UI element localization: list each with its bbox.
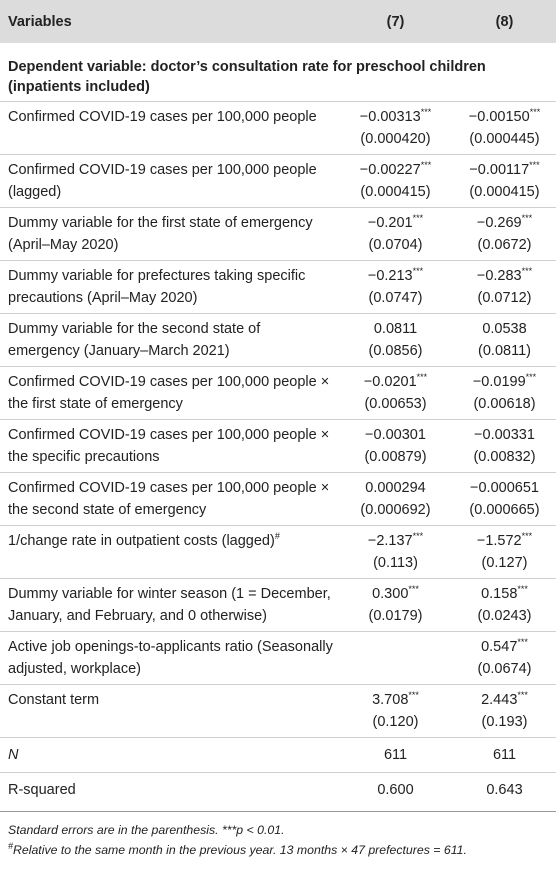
- coef-col8: [453, 265, 556, 287]
- coef-value: −0.00117: [469, 162, 530, 178]
- row-label-text: Confirmed COVID-19 cases per 100,000 people (lagged): [8, 162, 317, 200]
- se-col8: (0.00618): [473, 396, 536, 412]
- stat-line: [338, 779, 556, 801]
- row-values: [338, 424, 556, 468]
- se-line: [338, 234, 556, 256]
- row-values: [338, 212, 556, 256]
- se-line: [338, 605, 556, 627]
- se-line: [338, 658, 556, 680]
- coef-line: [338, 477, 556, 499]
- stat-line: [338, 744, 556, 766]
- se-line: [338, 287, 556, 309]
- coef-col8: [453, 212, 556, 234]
- coef-col8: [453, 159, 556, 181]
- se-col7: (0.120): [372, 714, 419, 730]
- se-col7: (0.000420): [360, 131, 431, 147]
- se-line: [338, 552, 556, 574]
- se-col7: (0.00653): [364, 396, 427, 412]
- row-label: [0, 159, 338, 203]
- coef-col7: [338, 265, 453, 287]
- se-col7: (0.0747): [368, 290, 423, 306]
- se-col8: (0.0712): [477, 290, 532, 306]
- table-row: [0, 419, 556, 472]
- se-col8: (0.0243): [477, 608, 532, 624]
- row-values: [338, 371, 556, 415]
- significance-stars: ***: [517, 690, 528, 701]
- note-relative: [8, 840, 548, 860]
- table-notes: [0, 811, 556, 868]
- significance-stars: ***: [517, 637, 528, 648]
- table-row: [0, 366, 556, 419]
- se-col8: (0.000415): [469, 184, 540, 200]
- coef-col7: [338, 371, 453, 393]
- row-label: [0, 106, 338, 150]
- row-label: [0, 689, 338, 733]
- row-label-text: Confirmed COVID-19 cases per 100,000 people × the specific precautions: [8, 427, 330, 465]
- se-col8: (0.000665): [469, 502, 540, 518]
- coef-value: −0.283: [476, 268, 522, 284]
- coef-value: −0.213: [367, 268, 413, 284]
- row-label: [0, 212, 338, 256]
- row-label: [0, 265, 338, 309]
- coef-line: [338, 159, 556, 181]
- significance-stars: ***: [529, 160, 540, 171]
- coef-value: 0.0538: [482, 321, 527, 337]
- row-label: [0, 583, 338, 627]
- coef-value: 0.547: [481, 639, 518, 655]
- table-row: [0, 525, 556, 578]
- coef-col7: [338, 636, 453, 658]
- coef-col7: [338, 212, 453, 234]
- table-row: [0, 313, 556, 366]
- coef-value: −0.00150: [468, 109, 530, 125]
- coef-value: 2.443: [481, 692, 518, 708]
- se-col7: (0.113): [373, 555, 418, 571]
- se-line: [338, 128, 556, 150]
- coef-col8: [453, 424, 556, 446]
- row-label-text: 1/change rate in outpatient costs (lagged): [8, 533, 275, 549]
- row-label-text: Active job openings-to-applicants ratio (Seasonally adjusted, workplace): [8, 639, 333, 677]
- coef-value: 3.708: [372, 692, 409, 708]
- stat-row: [0, 737, 556, 772]
- row-values: [338, 106, 556, 150]
- se-col8: (0.0674): [477, 661, 532, 677]
- coef-line: [338, 106, 556, 128]
- row-values: [338, 636, 556, 680]
- significance-stars: ***: [412, 213, 424, 224]
- significance-stars: ***: [521, 531, 533, 542]
- row-values: [338, 477, 556, 521]
- coef-col7: [338, 477, 453, 499]
- coef-col8: [453, 583, 556, 605]
- stat-col7: 611: [383, 747, 408, 763]
- coef-value: −0.00227: [359, 162, 421, 178]
- coef-value: −0.000651: [470, 480, 539, 496]
- significance-stars: ***: [420, 107, 432, 118]
- coef-value: −0.0199: [472, 374, 526, 390]
- coef-line: [338, 265, 556, 287]
- se-col7: (0.0179): [368, 608, 423, 624]
- coef-col7: [338, 689, 453, 711]
- table-row: [0, 101, 556, 154]
- row-label-text: Dummy variable for winter season (1 = December, January, and February, and 0 otherwise): [8, 586, 331, 624]
- table-row: [0, 260, 556, 313]
- significance-stars: ***: [412, 531, 424, 542]
- se-line: [338, 393, 556, 415]
- se-col8: (0.127): [481, 555, 528, 571]
- significance-stars: ***: [521, 213, 533, 224]
- stats-rows: [0, 737, 556, 807]
- stat-values: [338, 779, 556, 801]
- row-label: [0, 636, 338, 680]
- coef-value: −1.572: [476, 533, 522, 549]
- se-col8: (0.000445): [469, 131, 540, 147]
- row-label-text: Confirmed COVID-19 cases per 100,000 people × the first state of emergency: [8, 374, 330, 412]
- coefficient-rows: [0, 101, 556, 737]
- se-col7: (0.00879): [364, 449, 427, 465]
- se-col7: (0.0856): [368, 343, 423, 359]
- coef-col7: [338, 424, 453, 446]
- significance-stars: ***: [420, 160, 432, 171]
- row-label: [0, 424, 338, 468]
- stat-col8: 0.643: [486, 782, 523, 798]
- row-label: [0, 477, 338, 521]
- se-col8: (0.0672): [477, 237, 532, 253]
- row-values: [338, 159, 556, 203]
- stat-col7: 0.600: [377, 782, 414, 798]
- se-col8: (0.0811): [478, 343, 531, 359]
- coef-col8: [453, 371, 556, 393]
- se-col7: [338, 658, 453, 680]
- coef-value: −0.0201: [363, 374, 417, 390]
- coef-value: 0.158: [481, 586, 518, 602]
- coef-col8: [453, 636, 556, 658]
- se-line: [338, 340, 556, 362]
- row-label-text: Confirmed COVID-19 cases per 100,000 people: [8, 109, 317, 125]
- note-marker: #: [8, 840, 14, 851]
- row-label-text: Dummy variable for prefectures taking specific precautions (April–May 2020): [8, 268, 306, 306]
- coef-col8: [453, 477, 556, 499]
- row-label: [0, 318, 338, 362]
- significance-stars: ***: [525, 372, 537, 383]
- se-line: [338, 181, 556, 203]
- coef-line: [338, 371, 556, 393]
- coef-value: 0.0811: [373, 321, 418, 337]
- coef-line: [338, 424, 556, 446]
- row-label-text: Confirmed COVID-19 cases per 100,000 people × the second state of emergency: [8, 480, 330, 518]
- stat-values: [338, 744, 556, 766]
- se-line: [338, 499, 556, 521]
- se-col8: (0.00832): [473, 449, 536, 465]
- coef-value: −0.00301: [365, 427, 426, 443]
- se-col8: (0.193): [481, 714, 528, 730]
- row-label-text: Dummy variable for the first state of emergency (April–May 2020): [8, 215, 313, 253]
- coef-value: −0.269: [476, 215, 522, 231]
- coef-col7: [338, 106, 453, 128]
- note-relative-text: Relative to the same month in the previous year. 13 months × 47 prefectures = 611.: [13, 843, 467, 857]
- table-row: [0, 207, 556, 260]
- row-label: [0, 371, 338, 415]
- stat-label: N: [8, 747, 19, 763]
- note-standard-errors: Standard errors are in the parenthesis. ***p < 0.01.: [8, 823, 285, 837]
- coef-col7: [338, 318, 453, 340]
- coef-value: −0.201: [367, 215, 413, 231]
- coef-line: [338, 636, 556, 658]
- coef-line: [338, 530, 556, 552]
- coef-value: 0.300: [372, 586, 409, 602]
- significance-stars: ***: [412, 266, 424, 277]
- coef-value: 0.000294: [365, 480, 426, 496]
- row-values: [338, 265, 556, 309]
- coef-col8: [453, 318, 556, 340]
- coef-col7: [338, 583, 453, 605]
- coef-col8: [453, 106, 556, 128]
- table-header: [0, 0, 556, 43]
- table-row: [0, 578, 556, 631]
- header-variables: Variables: [8, 13, 72, 30]
- coef-col8: [453, 689, 556, 711]
- significance-stars: ***: [416, 372, 428, 383]
- row-values: [338, 530, 556, 574]
- se-col7: (0.0704): [368, 237, 423, 253]
- row-label-text: Dummy variable for the second state of emergency (January–March 2021): [8, 321, 261, 359]
- row-values: [338, 318, 556, 362]
- se-line: [338, 446, 556, 468]
- row-label-text: Constant term: [8, 692, 100, 708]
- stat-label: R-squared: [8, 782, 76, 798]
- coef-line: [338, 318, 556, 340]
- header-col8: (8): [495, 13, 514, 30]
- header-col7: (7): [386, 13, 405, 30]
- table-row: [0, 154, 556, 207]
- stat-row: [0, 772, 556, 807]
- stat-col8: 611: [492, 747, 517, 763]
- footnote-marker: #: [274, 531, 280, 542]
- coef-line: [338, 583, 556, 605]
- table-row: [0, 472, 556, 525]
- coef-col7: [338, 530, 453, 552]
- section-title: Dependent variable: doctor’s consultation rate for preschool children (inpatients included): [8, 59, 486, 95]
- se-col7: (0.000692): [360, 502, 431, 518]
- coef-value: −0.00331: [474, 427, 535, 443]
- coef-value: −2.137: [367, 533, 413, 549]
- significance-stars: ***: [408, 584, 419, 595]
- significance-stars: ***: [408, 690, 419, 701]
- row-values: [338, 583, 556, 627]
- se-col7: (0.000415): [360, 184, 431, 200]
- significance-stars: ***: [517, 584, 528, 595]
- significance-stars: ***: [521, 266, 533, 277]
- table-row: [0, 631, 556, 684]
- coef-line: [338, 212, 556, 234]
- row-values: [338, 689, 556, 733]
- significance-stars: ***: [529, 107, 541, 118]
- coef-value: −0.00313: [359, 109, 421, 125]
- table-row: [0, 684, 556, 737]
- row-label: [0, 530, 338, 574]
- coef-col7: [338, 159, 453, 181]
- coef-line: [338, 689, 556, 711]
- se-line: [338, 711, 556, 733]
- coef-col8: [453, 530, 556, 552]
